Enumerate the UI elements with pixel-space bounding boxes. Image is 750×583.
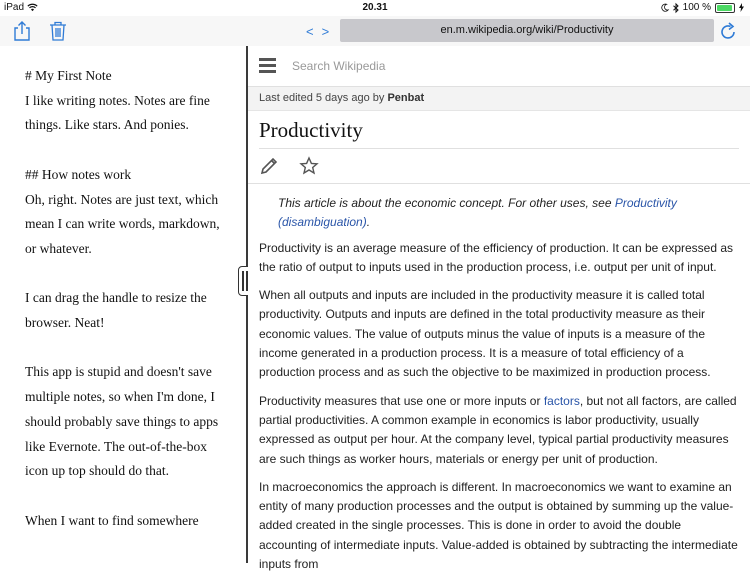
trash-icon[interactable] [47, 20, 69, 42]
actions-divider [248, 183, 750, 184]
last-edited-user[interactable]: Penbat [387, 92, 425, 104]
menu-icon[interactable] [259, 58, 276, 72]
paragraph-3: Productivity measures that use one or more inputs or factors, but not all factors, are called partial productivities. A common example in economics is labor productivity, usually expressed as output per hour. At the company level, typical partial productivity measures are such things as worker hours, materials or energy per unit of production. [259, 393, 737, 466]
article-content [259, 194, 741, 583]
title-divider [259, 148, 739, 149]
battery-percent: 100 % [682, 2, 711, 13]
paragraph-2: When all outputs and inputs are included in the productivity measure it is called total productivity. Outputs and inputs are defined in the total productivity measure as their economic values. The value of outputs minus the value of inputs is a measure of the income generated in a production process. It is a measure of total efficiency of a production process and as such the objective to be maximized in production process. [259, 288, 711, 380]
last-edited-text: Last edited 5 days ago by [259, 92, 388, 104]
back-button[interactable]: < [306, 24, 314, 39]
note-line: Oh, right. Notes are just text, which mean I can write words, markdown, or whatever. [25, 191, 220, 256]
note-line: This app is stupid and doesn't save multiple notes, so when I'm done, I should probably save things to apps like Evernote. The out-of-the-box icon up top should do that. [25, 364, 219, 479]
page-title: Productivity [259, 118, 363, 142]
paragraph-1: Productivity is an average measure of the efficiency of production. It can be expressed as the ratio of output to inputs used in the production process, i.e. output per unit of input. [259, 240, 734, 274]
url-bar[interactable]: en.m.wikipedia.org/wiki/Productivity [340, 19, 714, 42]
last-edited-bar[interactable] [248, 87, 750, 111]
share-icon[interactable] [11, 20, 33, 42]
reload-icon[interactable] [717, 21, 739, 43]
device-label: iPad [4, 2, 25, 13]
clock: 20.31 [362, 2, 388, 13]
paragraph-4: In macroeconomics the approach is different. In macroeconomics we want to examine an entity of many production processes and the output is obtained by summing up the value-added created in the single processes. This is done in order to avoid the double accounting of intermediate inputs. Value-added is obtained by subtracting the intermediate inputs from [259, 479, 738, 572]
note-line [25, 138, 230, 163]
moon-icon [661, 3, 669, 12]
star-icon[interactable] [299, 156, 319, 176]
bluetooth-icon [673, 3, 679, 13]
battery-icon [715, 3, 735, 13]
note-line: # My First Note [25, 68, 112, 83]
note-line: I can drag the handle to resize the browser. Neat! [25, 290, 207, 330]
forward-button[interactable]: > [321, 24, 330, 39]
note-editor[interactable] [25, 64, 230, 533]
note-line [25, 484, 230, 509]
charging-icon [739, 3, 744, 12]
edit-pencil-icon[interactable] [259, 156, 279, 176]
status-bar [0, 0, 750, 16]
note-pane[interactable] [0, 46, 246, 563]
search-input[interactable]: Search Wikipedia [292, 59, 386, 73]
disambiguation-link[interactable]: Productivity (disambiguation) [278, 196, 677, 230]
browser-pane [248, 46, 750, 572]
note-line: When I want to find somewhere [25, 512, 199, 528]
note-line: ## How notes work [25, 166, 132, 182]
wiki-header [248, 46, 750, 87]
factors-link[interactable]: factors [543, 393, 580, 408]
note-line [25, 262, 230, 287]
hatnote: This article is about the economic concept. For other uses, see Productivity (disambiguation). [278, 196, 677, 230]
note-line [25, 336, 230, 361]
note-line: I like writing notes. Notes are fine things. Like stars. And ponies. [25, 92, 210, 133]
